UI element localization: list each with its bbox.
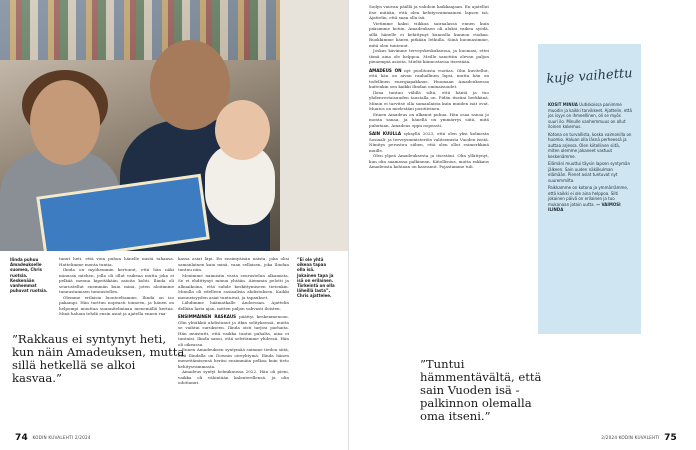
paragraph: Ennen Amadeus on alkanut puhua. Hän osaa sanoa jo monta sanaa, ja hänellä on ymmärrys siitä, mitä puhutaan. Amadeus oppii nopeasti.	[369, 111, 489, 128]
subheading: SAIN KUULLA	[369, 131, 401, 136]
paragraph: Joskus kävimme terveyskeskuksessa, ja huomasi, ettei tämä aina ole helppoa. Meille sanottiin olevan paljon pienempiä asioita. Mieltä kiinnostavaa itsestään.	[369, 48, 489, 64]
paragraph: Ennen Amadeuksen syntymää saimme tiedon siitä, että Ilindalla on Downin oireyhtymä. Ilinda hänen menettämisensä heräsi ensimmäin pelkoa kuin tieto kehitysvammasta.	[178, 347, 289, 369]
pull-quote-right: ”Tuntui hämmentävältä, että sain Vuoden isä -palkinnon olemalla oma itseni.”	[420, 357, 542, 423]
photo-caption-quote: ”Ei ole yhtä oikeaa tapaa olla isä. Jokainen tapa ja isä on erilainen. Tärkeintä on olla läheillä lasta”, Chris ajattelee.	[297, 257, 335, 299]
paragraph: Kotona on turvallista, koska vaimonilla on huomio. Haluan olla läsnä perheessä ja auttaa arjessa. Olen kiitollinen siitä, miten olemme jakaneet vastuut keskenämme.	[548, 131, 632, 159]
paragraph: Vietimme kaksi viikkoa sairaalassa ennen kuin pääsimme kotiin. Amadeuksen oli aluksi vaikea syödä, sillä hänelle ei kehittynyt kunnolla kunnon ruokaa. Ruokkimme hänen pitkään letkulla. Siinä huomasimme, mitä olen tuntenut.	[369, 20, 489, 48]
paragraph-text: Uutiskoissa panimme muodin ja kaikki tarvikkeet. Ajattelin, että jos isyys on ihmeellinen, oli se myös suuri ilo. Minulle vanhemmuus on ollut iloinen kokemus.	[548, 102, 632, 129]
page-footer	[12, 433, 91, 443]
body-column-1	[59, 256, 174, 316]
magazine-issue: KODIN KUVALEHTI 2/2024	[32, 435, 91, 440]
paragraph-text: nyt puolitoista vuotias. Olin kuvitellut, että hän on aivan rauhallinen lapsi, mutta hän on todellinen energiapakkaus. Huomaan Amadeuksessa kuitenkin sen kaikki Ilindan ominaisuudet.	[369, 67, 489, 89]
photo-caption: Ilinda puhuu Amadeukselle suomea, Chris ruotsia. Keskenään vanhemmat puhuvat ruotsia.	[10, 257, 48, 294]
paragraph: kassa asiat läpi. En ensimyäisän naista, joka olisi samanlainen kuin minä, vaan sellaisen, joka Ilindan tuntuu niin.	[178, 256, 289, 272]
paragraph	[369, 131, 489, 153]
woman-face	[30, 80, 100, 165]
paragraph	[548, 102, 632, 130]
paragraph: Menimme naimisiin vasta seurustelun alkamista. Se ei ehdittynyt minua yhtään. Aiemmin pelotti ja alkuaikoina, että suhde keskittymiseen tietenkin. Minulla oli edelleen sosiaalisia ahdistuksen. Kaikki menneisyyden asiat tuntuivat, ja tapaukset.	[178, 272, 289, 300]
paragraph: Sodyn vauvan päällä ja vahdoin kaikkaajaan. En ajatellut itse mitään, että olen kehitysvammainen lapsen isä. Ajattelin, että saan olla isä.	[369, 4, 489, 20]
sidebar-box	[538, 44, 641, 334]
paragraph	[548, 185, 632, 213]
magazine-issue: 2/2024 KODIN KUVALEHTI	[601, 435, 660, 440]
family-photo	[0, 0, 350, 251]
paragraph-text: syksyllä 2023, että olen yksi kolmesta Sosiaali- ja terveysministeriön valitsemista Vuoden isistä. Nimitys perustuu siihen, että olen ollut esimerkkinä muille.	[369, 131, 489, 153]
paragraph: Ilona tuntuu välillä siltä, että häntä ja tuo yhdenvertaisuuden taustalla on. Pidän itseäni herkkänä. Minun ei tarvitse olla samanlaista kuin muiden isät ovat. Muutos on mielestäni positiivinen.	[369, 89, 489, 111]
wall	[280, 0, 350, 251]
paragraph: tunut heti, että voin puhua hänelle mistä tahansa. Hattelimme monta tuntia.	[59, 256, 174, 267]
paragraph: Elämäni muuttui täysin lapsen syntymän jälkeen. Sain uuden näkökulman elämään. Pienet asiat tuntuvat nyt suuremmilta.	[548, 161, 631, 183]
subheading: ENSIMMÄINEN RASKAUS	[178, 314, 237, 319]
sidebar-title: kuje vaihettu	[545, 66, 634, 87]
page-footer-right	[601, 433, 680, 443]
paragraph	[369, 68, 489, 90]
paragraph: Amadeus syntyi helmikuussa 2022. Hän oli pieni, vaikka oli vähintään kalenterillensä, ja olin odottanut.	[178, 369, 289, 385]
page-number: 74	[15, 433, 28, 443]
paragraph: Ilinda on myöhemmin kertonut, että hän näki minussa miehen, jolla oli ollut vaikeaa mutta joka ei pelkää menna kipeitäkään asioita kohti. Ilinda oli seurustellut enemmän kuin minä, joten aloitimme tunnustamisen tunnustellen.	[59, 267, 174, 294]
sidebar-text	[548, 102, 632, 215]
signature: — VAIMOSI ILINDA	[548, 201, 621, 212]
body-column-2	[178, 256, 289, 432]
page-number: 75	[664, 433, 677, 443]
paragraph: Olemme erilaisia luonteeltamme. Ilinda on iso pakampi. Hän tarttuu nopeasti toimeen, ja hänen on helpompi muuttaa suunnitelmiaan menemällä kertaa. Minä haluan tehdä ensin asiat ja ajatella ennen raa-	[59, 294, 174, 316]
pull-quote: ”Rakkaus ei syntynyt heti, kun näin Amadeuksen, mutta sillä hetkellä se alkoi kasvaa.”	[12, 332, 185, 385]
paragraph: Lähdimme häämatkalle Andorraan. Ajattelin dellään lasta ajan, mitten paljon vahvasti iloisten.	[178, 300, 289, 311]
paragraph	[178, 314, 289, 347]
paragraph: Olen ylpeä Amadeuksesta ja itsestäni. Olin yllättynyt, kun olin saamassa palkinnon. Kiitollisuus, mutta rakkaus Amadeusta kohtaan on kasvanut. Pojastamme tuli.	[369, 153, 489, 169]
paragraph-text: päättyi keskenmenoon. Olin yhtäkkiä ahdistunut ja itkin selityksessä, mutta se vaihtui surukseen. Ilinda oisti tarjosi parhaita. Hän muistutti, että vaikka tuntui pahalta, aina ei tuntuisi. Ilinda sanoi, että selvitämme yhdessä. Hän oli oikeassa.	[178, 314, 289, 347]
child-face	[215, 100, 270, 160]
subheading: AMADEUS ON	[369, 67, 402, 73]
subheading: KOSIT MINUA	[548, 102, 578, 107]
paragraph-text: Paikkamme on kotona ja ymmärrämme, että kaikki ei ole aina helppoa. Silti jokainen päivä on erilainen ja tuo mukanaan jotain uutta.	[548, 185, 629, 207]
